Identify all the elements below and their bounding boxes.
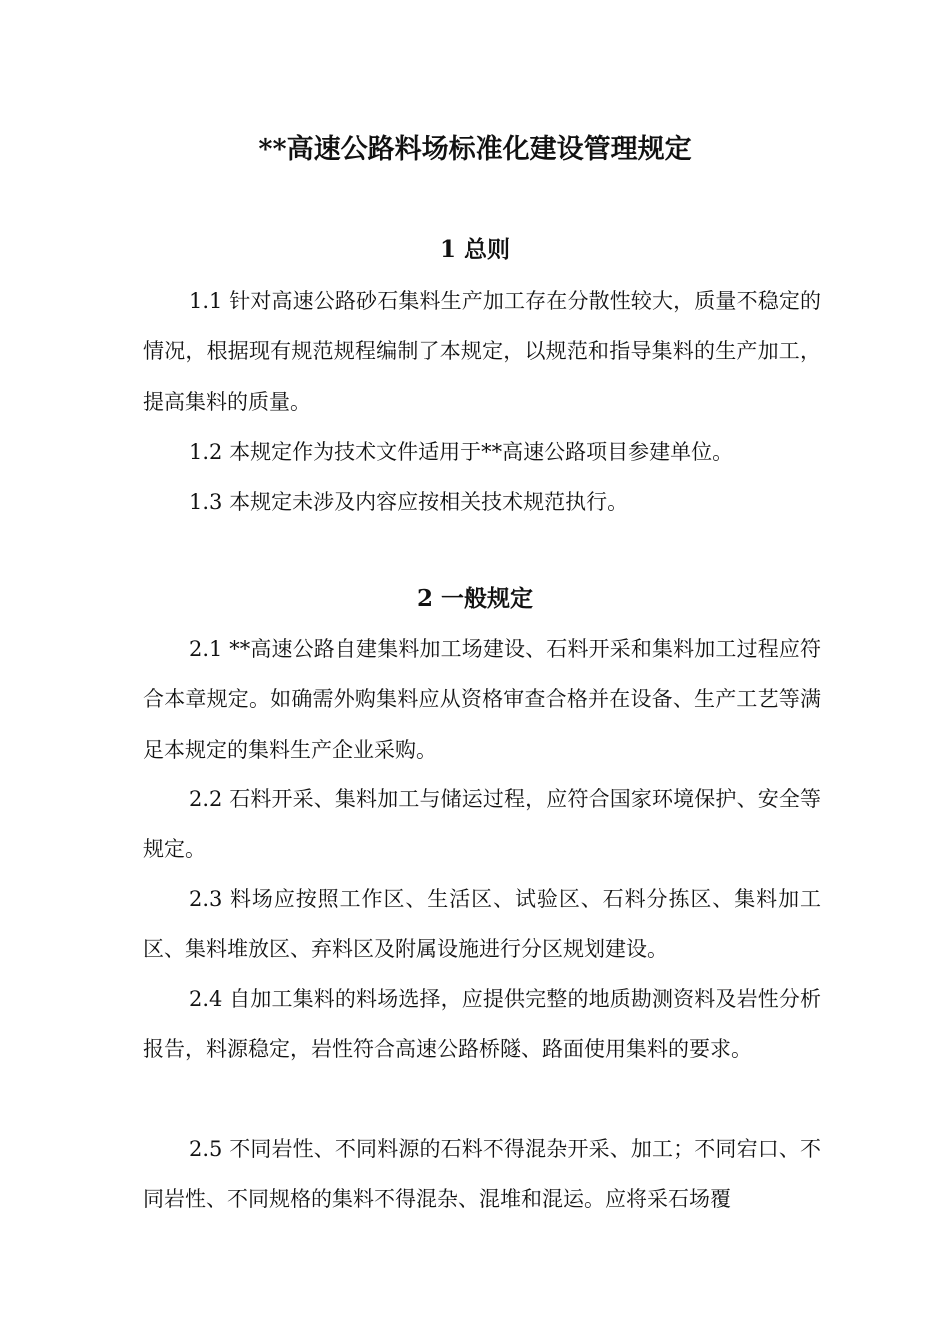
paragraph-2-3: 2.3 料场应按照工作区、生活区、试验区、石料分拣区、集料加工区、集料堆放区、弃料区及附属设施进行分区规划建设。 <box>143 887 821 962</box>
paragraph-2-1: 2.1 **高速公路自建集料加工场建设、石料开采和集料加工过程应符合本章规定。如确需外购集料应从资格审查合格并在设备、生产工艺等满足本规定的集料生产企业采购。 <box>143 637 821 762</box>
paragraph-1-1: 1.1 针对高速公路砂石集料生产加工存在分散性较大，质量不稳定的情况，根据现有规范规程编制了本规定，以规范和指导集料的生产加工，提高集料的质量。 <box>143 289 821 414</box>
document-title: **高速公路料场标准化建设管理规定 <box>258 134 692 165</box>
paragraph-2-4: 2.4 自加工集料的料场选择，应提供完整的地质勘测资料及岩性分析报告，料源稳定，岩性符合高速公路桥隧、路面使用集料的要求。 <box>143 987 821 1062</box>
paragraph-2-5: 2.5 不同岩性、不同料源的石料不得混杂开采、加工；不同宕口、不同岩性、不同规格的集料不得混杂、混堆和混运。应将采石场覆 <box>143 1137 821 1212</box>
paragraph-2-2: 2.2 石料开采、集料加工与储运过程，应符合国家环境保护、安全等规定。 <box>143 787 821 862</box>
section-heading-1: 1 总则 <box>439 236 510 263</box>
section-heading-2: 2 一般规定 <box>416 585 533 612</box>
paragraph-1-2: 1.2 本规定作为技术文件适用于**高速公路项目参建单位。 <box>189 440 734 464</box>
paragraph-1-3: 1.3 本规定未涉及内容应按相关技术规范执行。 <box>189 490 629 514</box>
